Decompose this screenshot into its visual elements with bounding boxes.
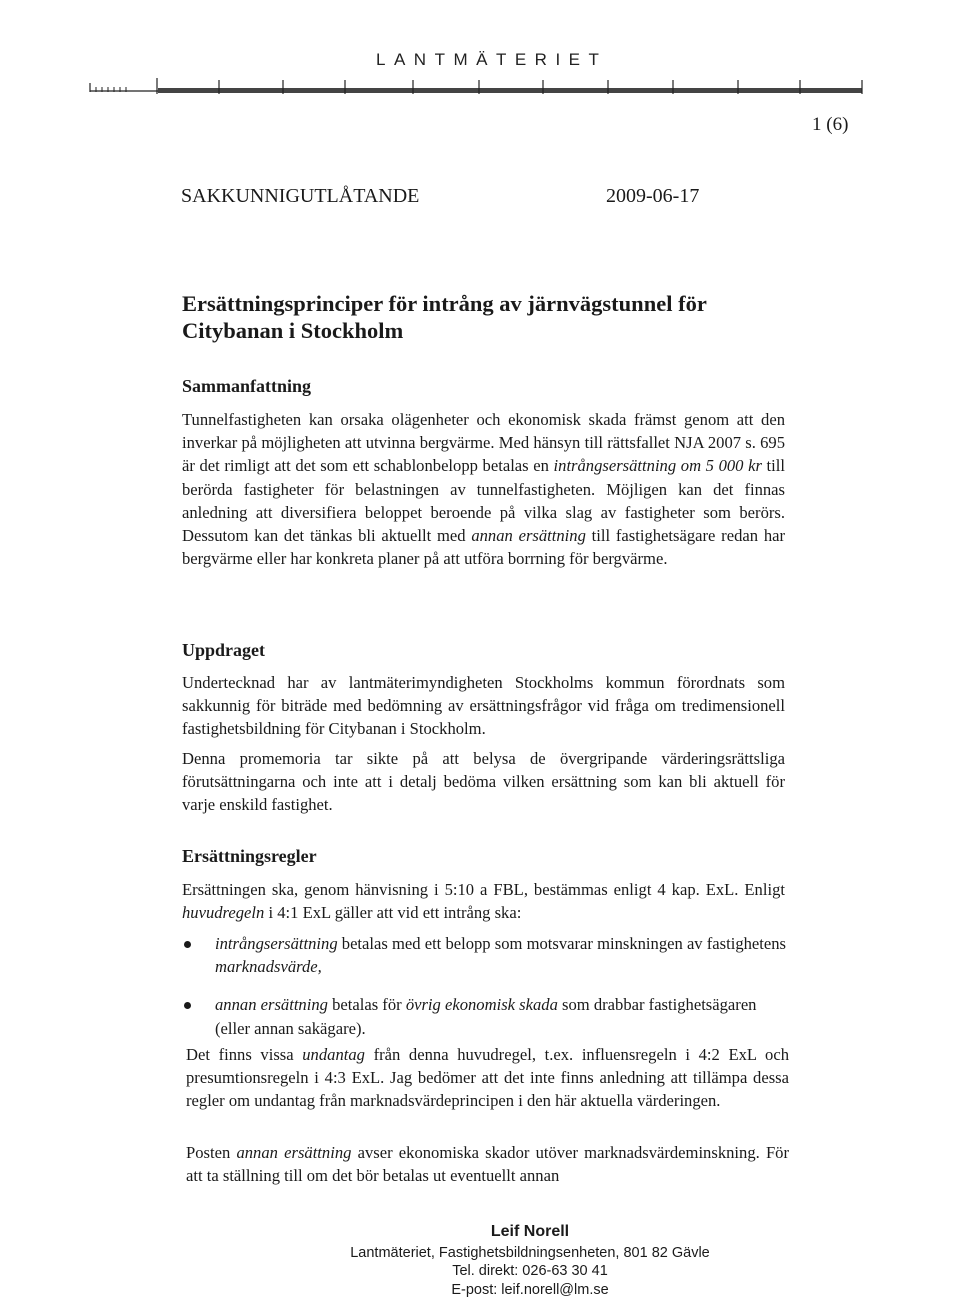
bullet-icon: [184, 1002, 191, 1009]
summary-paragraph: Tunnelfastigheten kan orsaka olägenheter och ekonomisk skada främst genom att den inverkar på möjligheten att utvinna bergvärme. Med hänsyn till rättsfallet NJA 2007 s. 695 är det rimligt att det som ett schablonbelopp betalas en intrångsersättning om 5 000 kr till berörda fastigheter för belastningen av tunnelfastigheten. Möjligen kan det finnas anledning att diversifiera beloppet beroende på vilka slag av fastigheter som berörs. Dessutom kan det tänkas bli aktuellt med annan ersättning till fastighetsägare redan har bergvärme eller har konkreta planer på att utföra borrning för bergvärme.: [182, 410, 786, 569]
assignment-paragraph-1: Undertecknad har av lantmäterimyndigheten Stockholms kommun förordnats som sakkunnig för biträde med bedömning av ersättningsfrågor vid fråga om tredimensionell fastighetsbildning för Citybanan i Stockholm.: [182, 673, 785, 739]
heading-rules: Ersättningsregler: [182, 846, 317, 866]
list-item: intrångsersättning betalas med ett belopp som motsvarar minskningen av fastighetens marknadsvärde,: [182, 932, 787, 978]
bullet-icon: [184, 941, 191, 948]
heading-summary: Sammanfattning: [182, 376, 312, 396]
document-title: [182, 290, 822, 344]
rules-bullet-list: [182, 932, 787, 1055]
document-date: 2009-06-17: [606, 185, 700, 207]
letterhead-org: LANTMÄTERIET: [376, 50, 608, 69]
list-item: annan ersättning betalas för övrig ekonomisk skada som drabbar fastighetsägaren (eller annan sakägare).: [182, 993, 787, 1039]
footer-name: Leif Norell: [490, 1223, 570, 1240]
footer-email: E-post: leif.norell@lm.se: [451, 1281, 609, 1298]
letterhead-ruler: [88, 74, 864, 96]
assignment-paragraph-2: Denna promemoria tar sikte på att belysa de övergripande värderingsrättsliga förutsättningarna och inte att i detalj bedöma vilken ersättning som kan bli aktuell för varje enskild fastighet.: [182, 749, 785, 815]
heading-assignment: Uppdraget: [182, 640, 266, 660]
title-line-2: Citybanan i Stockholm: [182, 318, 404, 343]
footer: [280, 1223, 780, 1299]
rules-paragraph-3: Posten annan ersättning avser ekonomiska skador utöver marknadsvärdeminskning. För att ta ställning till om det bör betalas ut eventuellt annan: [186, 1143, 789, 1186]
footer-phone: Tel. direkt: 026-63 30 41: [452, 1263, 608, 1279]
rules-paragraph-2: Det finns vissa undantag från denna huvudregel, t.ex. influensregeln i 4:2 ExL och presumtionsregeln i 4:3 ExL. Jag bedömer att det inte finns anledning att tillämpa dessa regler om undantag från marknadsvärdeprincipen i den här aktuella värderingen.: [186, 1045, 790, 1111]
rules-paragraph-1: Ersättningen ska, genom hänvisning i 5:10 a FBL, bestämmas enligt 4 kap. ExL. Enligt huvudregeln i 4:1 ExL gäller att vid ett intrång ska:: [182, 880, 785, 923]
title-line-1: Ersättningsprinciper för intrång av järnvägstunnel för: [182, 291, 707, 316]
document-type: SAKKUNNIGUTLÅTANDE: [181, 185, 420, 207]
footer-address: Lantmäteriet, Fastighetsbildningsenheten, 801 82 Gävle: [350, 1244, 710, 1261]
page-number: 1 (6): [812, 114, 849, 135]
